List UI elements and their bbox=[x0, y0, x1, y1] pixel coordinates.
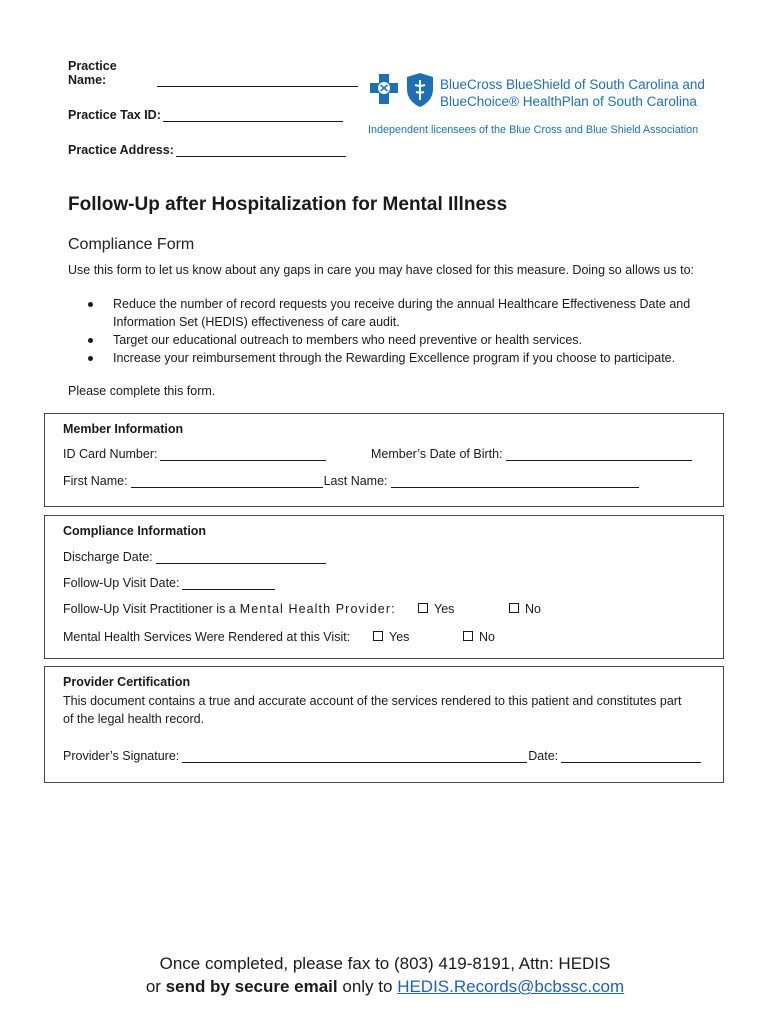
list-item bbox=[88, 349, 708, 367]
practitioner-no-option[interactable] bbox=[509, 602, 541, 616]
yes-label: Yes bbox=[389, 630, 410, 644]
form-subtitle: Compliance Form bbox=[68, 236, 195, 253]
practice-fields bbox=[68, 59, 358, 175]
yes-label: Yes bbox=[434, 602, 455, 616]
date-label: Date: bbox=[528, 749, 559, 763]
bullet-icon bbox=[88, 302, 93, 307]
member-info-heading: Member Information bbox=[63, 422, 184, 436]
cert-statement-1: This document contains a true and accurate account of the services rendered to this patient and constitutes part bbox=[63, 694, 682, 708]
practice-name-label: Practice Name: bbox=[68, 59, 117, 87]
compliance-info-section bbox=[44, 515, 724, 659]
signature-row bbox=[63, 749, 701, 763]
last-name-label: Last Name: bbox=[323, 474, 388, 488]
practitioner-row bbox=[63, 602, 396, 616]
email-middle: only to bbox=[337, 977, 398, 996]
page-title: Follow-Up after Hospitalization for Mental Illness bbox=[68, 194, 508, 215]
services-label: Mental Health Services Were Rendered at this Visit: bbox=[63, 630, 351, 644]
practice-address-field[interactable] bbox=[176, 143, 346, 157]
cert-statement-2: of the legal health record. bbox=[63, 712, 205, 726]
dob-label: Member’s Date of Birth: bbox=[371, 447, 503, 461]
services-no-option[interactable] bbox=[463, 630, 495, 644]
practice-address-row bbox=[68, 140, 358, 157]
practice-name-row bbox=[68, 59, 358, 87]
bullet-icon bbox=[88, 356, 93, 361]
logo-tagline: Independent licensees of the Blue Cross and Blue Shield Association bbox=[368, 124, 699, 136]
secure-email-text: send by secure email bbox=[165, 977, 338, 996]
email-link[interactable]: HEDIS.Records@bcbssc.com bbox=[397, 977, 625, 996]
dob-field[interactable] bbox=[506, 448, 692, 461]
practitioner-label-b: Mental Health Provider: bbox=[239, 602, 396, 616]
bcbs-logo bbox=[368, 70, 708, 140]
footer-instructions bbox=[0, 952, 770, 998]
services-yes-option[interactable] bbox=[373, 630, 409, 644]
provider-cert-heading: Provider Certification bbox=[63, 675, 191, 689]
practice-address-label: Practice Address: bbox=[68, 143, 174, 157]
discharge-date-label: Discharge Date: bbox=[63, 550, 153, 564]
discharge-date-field[interactable] bbox=[156, 551, 326, 564]
signature-field[interactable] bbox=[182, 750, 527, 763]
instruction-text: Please complete this form. bbox=[68, 384, 216, 398]
member-info-section bbox=[44, 413, 724, 507]
blue-cross-icon bbox=[368, 72, 400, 106]
bullet-text: Increase your reimbursement through the Rewarding Excellence program if you choose to participate. bbox=[113, 351, 676, 365]
intro-text: Use this form to let us know about any gaps in care you may have closed for this measure. Doing so allows us to: bbox=[68, 263, 695, 277]
checkbox[interactable] bbox=[463, 631, 473, 641]
bullet-text: Target our educational outreach to members who need preventive or health services. bbox=[113, 333, 583, 347]
logo-line-1: BlueCross BlueShield of South Carolina and bbox=[440, 77, 705, 92]
blue-shield-icon bbox=[404, 72, 436, 108]
services-row bbox=[63, 630, 350, 644]
practice-name-field[interactable] bbox=[157, 73, 358, 87]
email-prefix: or bbox=[145, 977, 166, 996]
id-card-row bbox=[63, 447, 326, 461]
bullet-text: Reduce the number of record requests you receive during the annual Healthcare Effectiveness Date and Information Set (HEDIS) effectiveness of care audit. bbox=[113, 297, 691, 329]
practitioner-label-a: Follow-Up Visit Practitioner is a bbox=[63, 602, 236, 616]
followup-date-field[interactable] bbox=[182, 577, 275, 590]
benefit-list bbox=[88, 295, 708, 367]
list-item bbox=[88, 331, 708, 349]
checkbox[interactable] bbox=[373, 631, 383, 641]
bullet-icon bbox=[88, 338, 93, 343]
practitioner-yes-option[interactable] bbox=[418, 602, 454, 616]
checkbox[interactable] bbox=[418, 603, 428, 613]
discharge-row bbox=[63, 550, 326, 564]
compliance-info-heading: Compliance Information bbox=[63, 524, 207, 538]
id-card-field[interactable] bbox=[160, 448, 326, 461]
practice-tax-label: Practice Tax ID: bbox=[68, 108, 161, 122]
followup-date-label: Follow-Up Visit Date: bbox=[63, 576, 180, 590]
name-row bbox=[63, 474, 639, 488]
followup-row bbox=[63, 576, 275, 590]
id-card-label: ID Card Number: bbox=[63, 447, 158, 461]
provider-certification-section bbox=[44, 666, 724, 783]
logo-symbols bbox=[368, 72, 436, 108]
first-name-label: First Name: bbox=[63, 474, 128, 488]
no-label: No bbox=[525, 602, 541, 616]
checkbox[interactable] bbox=[509, 603, 519, 613]
email-instruction bbox=[0, 975, 770, 998]
list-item bbox=[88, 295, 708, 331]
first-name-field[interactable] bbox=[131, 475, 323, 488]
no-label: No bbox=[479, 630, 495, 644]
practice-tax-field[interactable] bbox=[163, 108, 343, 122]
last-name-field[interactable] bbox=[391, 475, 639, 488]
signature-label: Provider’s Signature: bbox=[63, 749, 180, 763]
practice-tax-row bbox=[68, 105, 358, 122]
logo-line-2: BlueChoice® HealthPlan of South Carolina bbox=[440, 94, 697, 109]
dob-row bbox=[371, 447, 692, 461]
date-field[interactable] bbox=[561, 750, 701, 763]
logo-company-name bbox=[440, 76, 705, 110]
fax-instruction: Once completed, please fax to (803) 419-8191, Attn: HEDIS bbox=[159, 954, 611, 973]
